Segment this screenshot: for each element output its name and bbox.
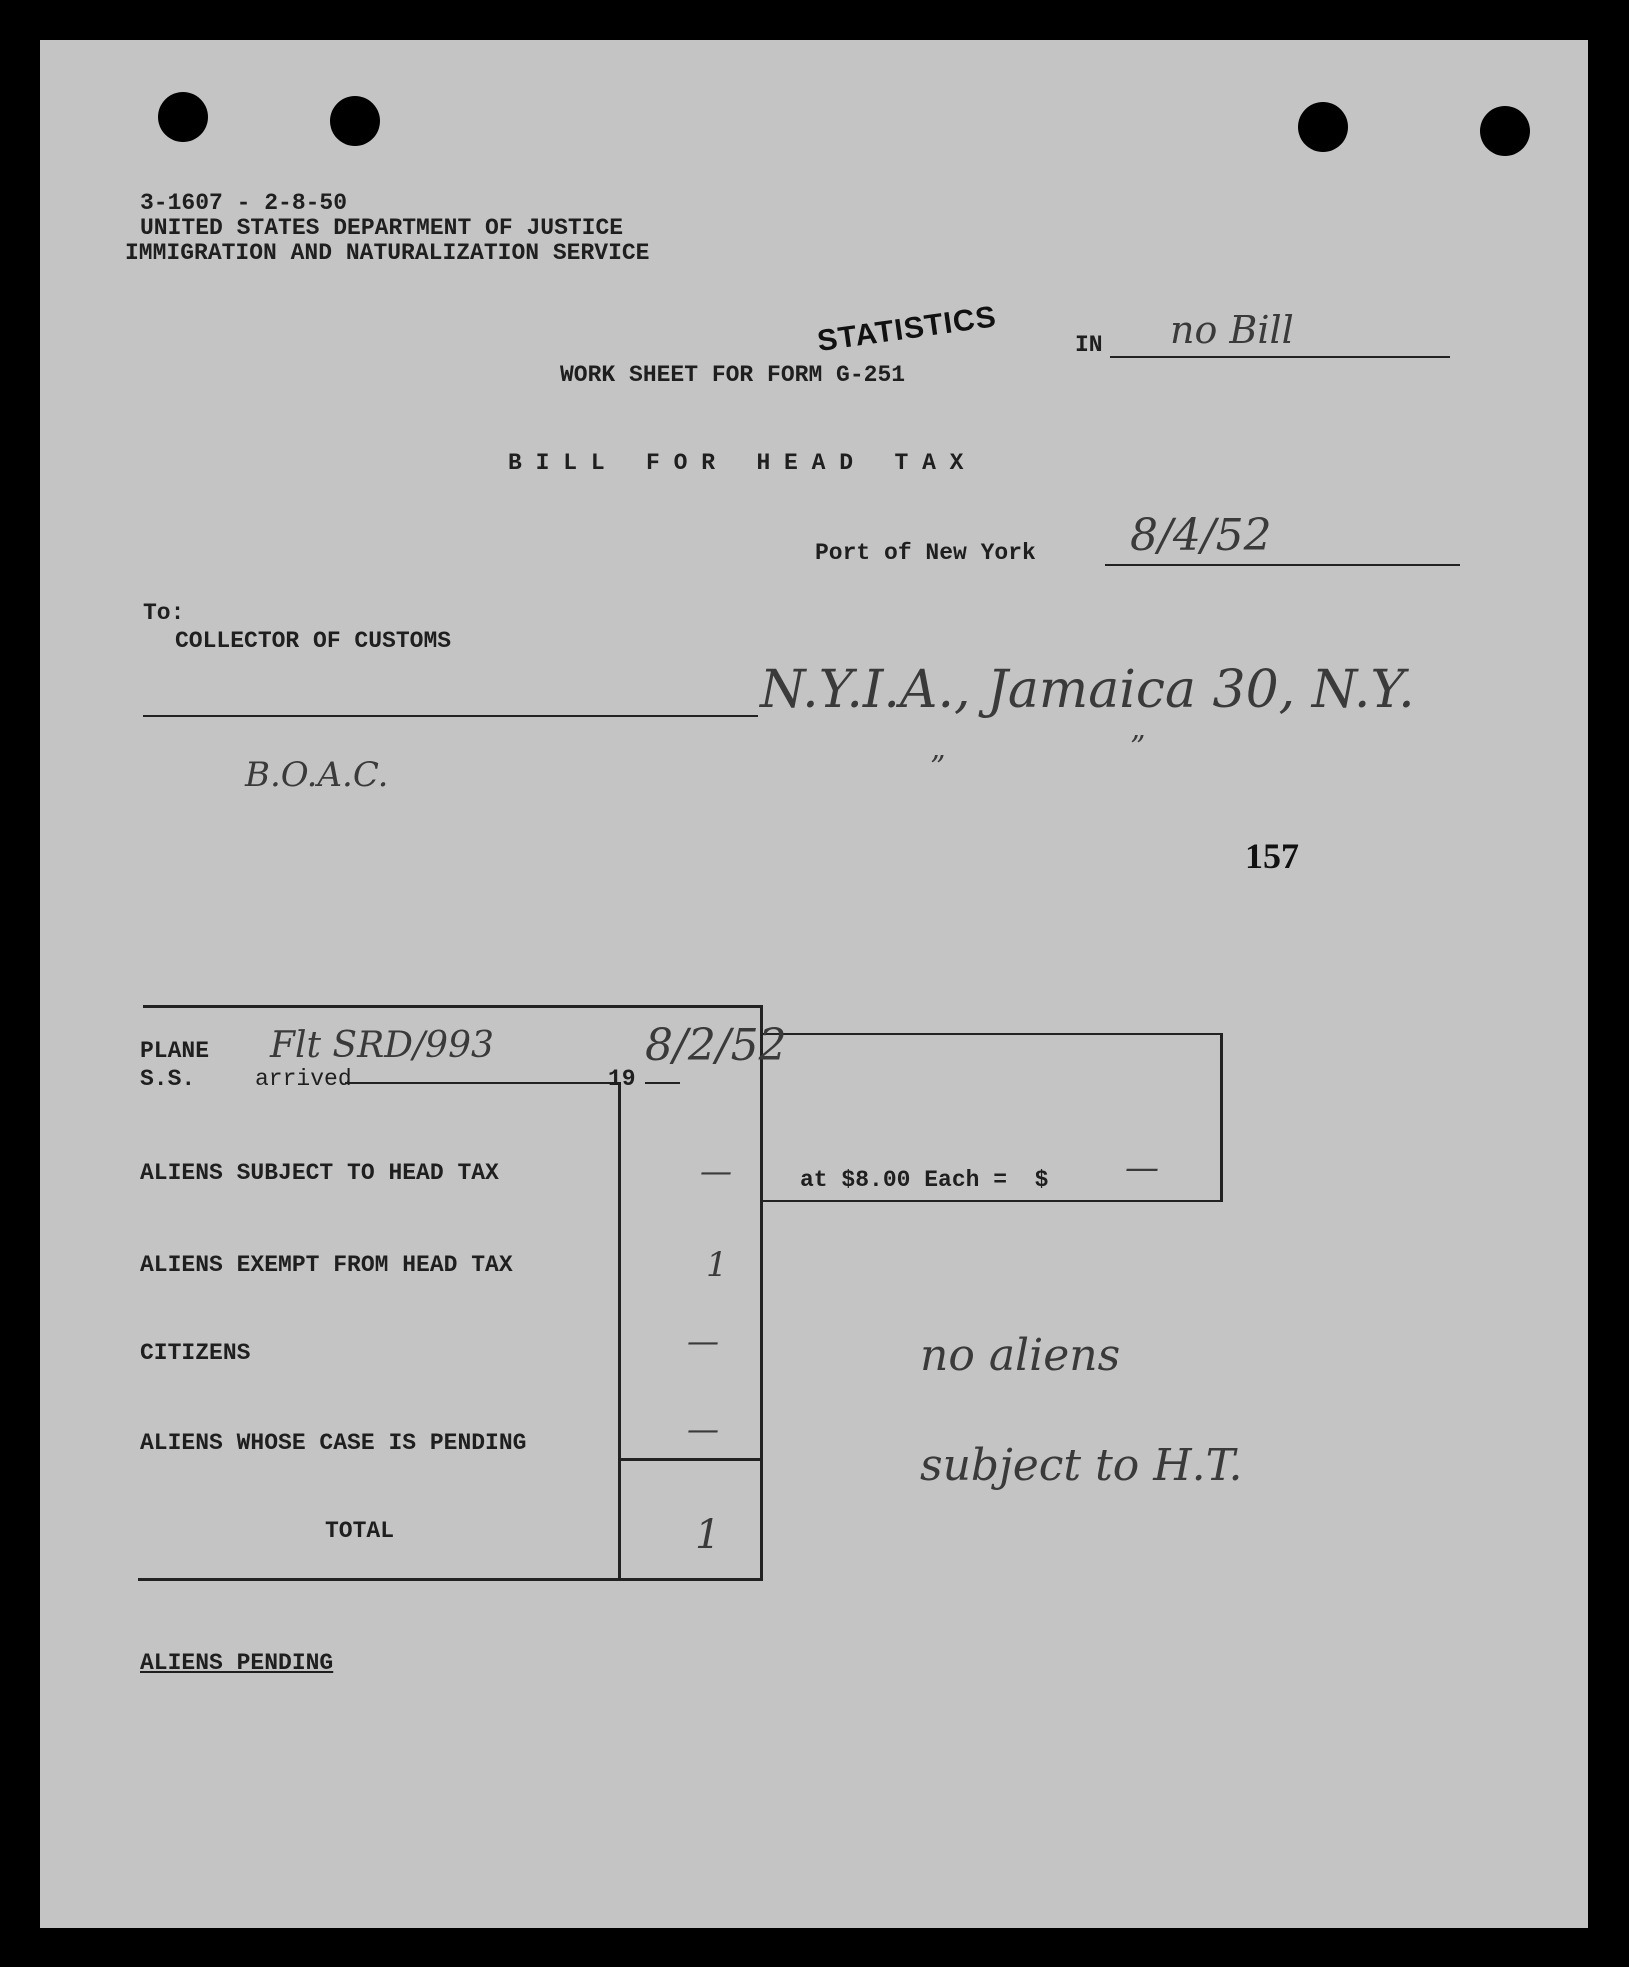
ditto-mark: ” xyxy=(930,750,946,785)
row-value-exempt: 1 xyxy=(706,1245,728,1285)
rate-box-right xyxy=(1220,1033,1223,1202)
row-label-citizens: CITIZENS xyxy=(140,1340,251,1366)
in-label: IN xyxy=(1075,332,1103,358)
flight-number: Flt SRD/993 xyxy=(270,1025,494,1066)
form-number: 3-1607 - 2-8-50 xyxy=(140,190,348,216)
statistics-stamp: STATISTICS xyxy=(815,300,999,359)
value-column-left-rule xyxy=(618,1082,621,1580)
rate-box-bottom xyxy=(762,1200,1223,1202)
addressee: COLLECTOR OF CUSTOMS xyxy=(175,628,452,654)
plane-label: PLANE xyxy=(140,1038,210,1064)
worksheet-title: WORK SHEET FOR FORM G-251 xyxy=(560,362,906,388)
year-underline xyxy=(645,1082,680,1084)
row-label-exempt: ALIENS EXEMPT FROM HEAD TAX xyxy=(140,1252,513,1278)
aliens-pending-heading: ALIENS PENDING xyxy=(140,1650,334,1676)
table-right-rule xyxy=(760,1005,763,1580)
document-page xyxy=(40,40,1588,1928)
row-label-pending: ALIENS WHOSE CASE IS PENDING xyxy=(140,1430,527,1456)
table-top-rule xyxy=(143,1005,763,1008)
bill-title: B I L L F O R H E A D T A X xyxy=(508,450,964,476)
note-line-2: subject to H.T. xyxy=(920,1440,1243,1491)
row-label-subject: ALIENS SUBJECT TO HEAD TAX xyxy=(140,1160,499,1186)
in-underline xyxy=(1110,356,1450,358)
address-underline xyxy=(143,715,758,717)
total-separator xyxy=(618,1458,763,1461)
total-label: TOTAL xyxy=(325,1518,395,1544)
service-name: IMMIGRATION AND NATURALIZATION SERVICE xyxy=(125,240,650,266)
rate-amount: — xyxy=(1125,1148,1159,1188)
arrival-date: 8/2/52 xyxy=(645,1020,787,1071)
row-value-citizens: — xyxy=(687,1322,719,1360)
port-date-underline xyxy=(1105,564,1460,566)
punch-hole xyxy=(1480,106,1530,156)
row-value-subject: — xyxy=(700,1152,732,1190)
punch-hole xyxy=(158,92,208,142)
rate-box-top xyxy=(762,1033,1222,1035)
ss-label: S.S. xyxy=(140,1066,196,1092)
punch-hole xyxy=(1298,102,1348,152)
department-name: UNITED STATES DEPARTMENT OF JUSTICE xyxy=(140,215,624,241)
port-label: Port of New York xyxy=(815,540,1036,566)
year-prefix: 19 xyxy=(608,1066,636,1092)
customs-location: N.Y.I.A., Jamaica 30, N.Y. xyxy=(760,660,1415,720)
total-value: 1 xyxy=(695,1512,721,1558)
in-value: no Bill xyxy=(1170,308,1294,352)
row-value-pending: — xyxy=(687,1410,719,1448)
ditto-mark: ” xyxy=(1130,730,1146,765)
to-label: To: xyxy=(143,600,185,626)
port-date: 8/4/52 xyxy=(1130,510,1272,561)
note-line-1: no aliens xyxy=(920,1330,1121,1381)
arrived-underline xyxy=(345,1082,620,1084)
table-bottom-rule xyxy=(138,1578,763,1581)
carrier: B.O.A.C. xyxy=(245,755,389,795)
arrived-label: arrived xyxy=(255,1066,352,1092)
reference-number: 157 xyxy=(1245,836,1299,876)
punch-hole xyxy=(330,96,380,146)
rate-text: at $8.00 Each = $ xyxy=(800,1167,1049,1193)
